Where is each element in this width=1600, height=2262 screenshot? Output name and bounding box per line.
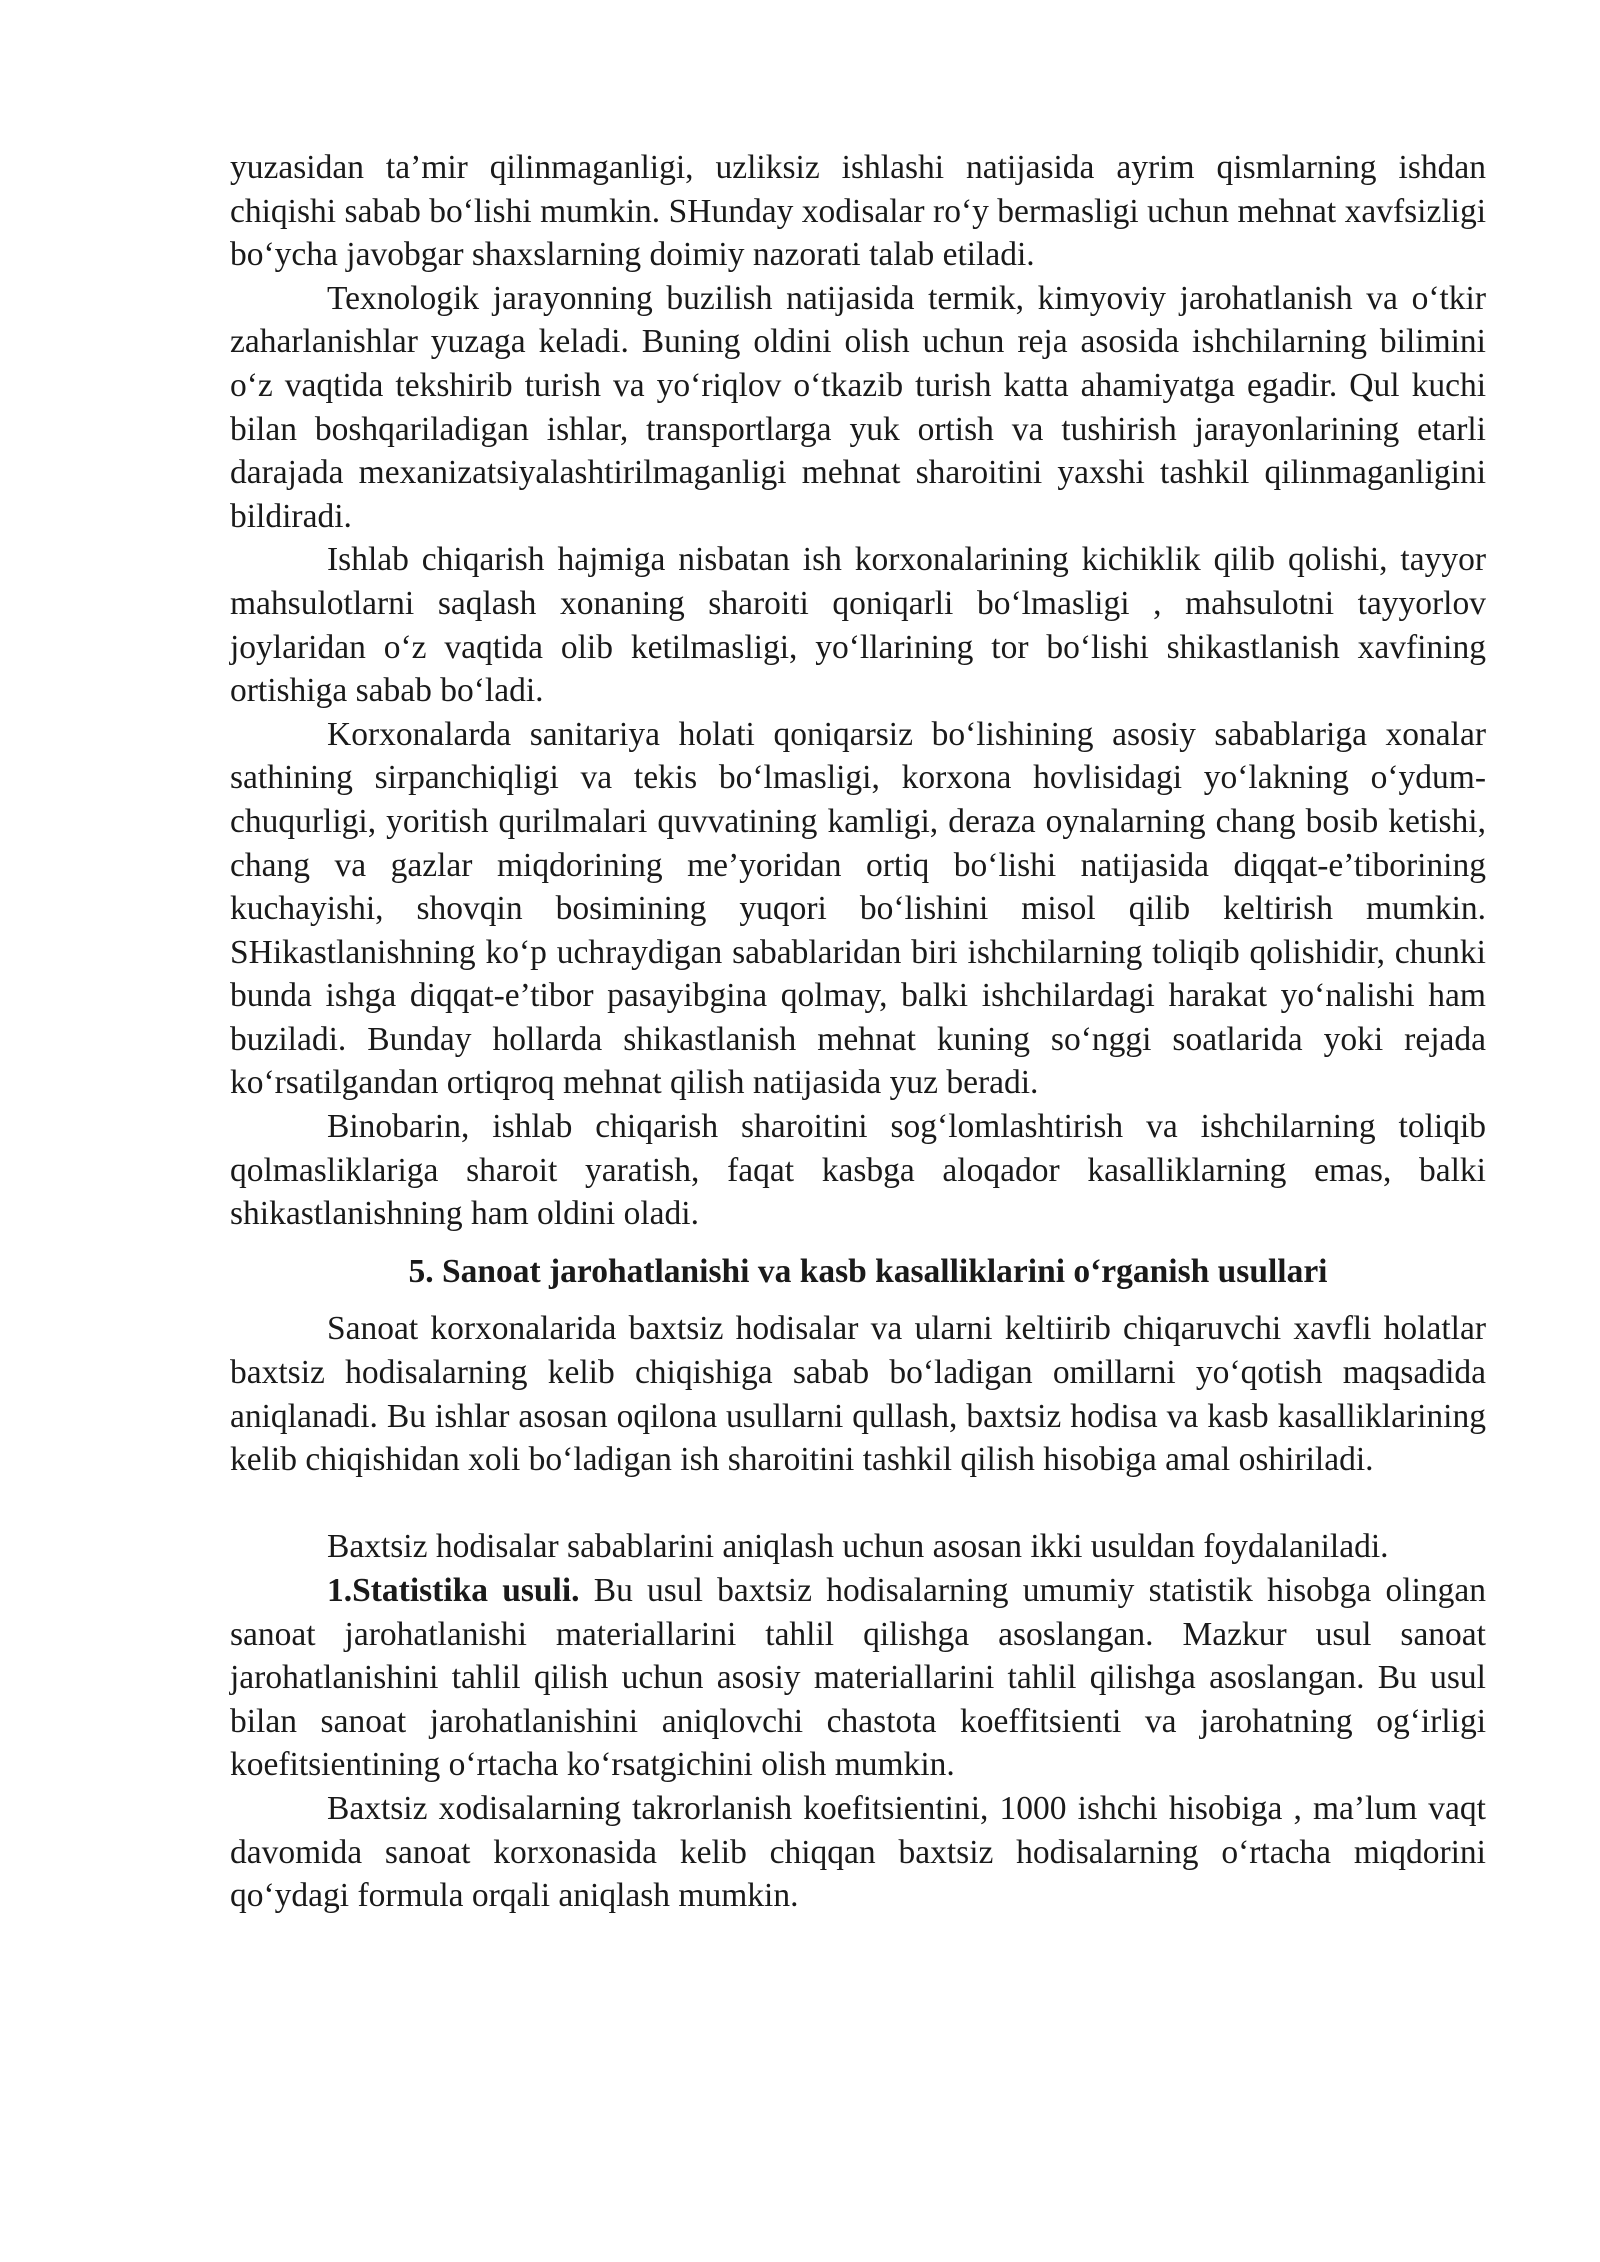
paragraph-statistics <box>230 1569 1486 1787</box>
blank-line <box>230 1482 1486 1526</box>
paragraph: Texnologik jarayonning buzilish natijasida termik, kimyoviy jarohatlanish va o‘tkir zaharlanishlar yuzaga keladi. Buning oldini olish uchun reja asosida ishchilarning bilimini o‘z vaqtida tekshirib turish va yo‘riqlov o‘tkazib turish katta ahamiyatga egadir. Qul kuchi bilan boshqariladigan ishlar, transportlarga yuk ortish va tushirish jarayonlarining etarli darajada mexanizatsiyalashtirilmaganligi mehnat sharoitini yaxshi tashkil qilinmaganligini bildiradi. <box>230 279 1486 535</box>
statistics-method-label: 1.Statistika usuli. <box>327 1572 580 1609</box>
paragraph: Baxtsiz xodisalarning takrorlanish koefitsientini, 1000 ishchi hisobiga , ma’lum vaqt davomida sanoat korxonasida kelib chiqqan baxtsiz hodisalarning o‘rtacha miqdorini qo‘ydagi formula orqali aniqlash mumkin. <box>230 1789 1486 1915</box>
paragraph: Korxonalarda sanitariya holati qoniqarsiz bo‘lishining asosiy sabablariga xonalar sathining sirpanchiqligi va tekis bo‘lmasligi, korxona hovlisidagi yo‘lakning o‘ydum-chuqurligi, yoritish qurilmalari quvvatining kamligi, deraza oynalarning chang bosib ketishi, chang va gazlar miqdorining me’yoridan ortiq bo‘lishi natijasida diqqat-e’tiborining kuchayishi, shovqin bosimining yuqori bo‘lishini misol qilib keltirish mumkin. SHikastlanishning ko‘p uchraydigan sabablaridan biri ishchilarning toliqib qolishidir, chunki bunda ishga diqqat-e’tibor pasayibgina qolmay, balki ishchilardagi harakat yo‘nalishi ham buziladi. Bunday hollarda shikastlanish mehnat kuning so‘nggi soatlarida yoki rejada ko‘rsatilgandan ortiqroq mehnat qilish natijasida yuz beradi. <box>230 715 1486 1102</box>
paragraph: Sanoat korxonalarida baxtsiz hodisalar va ularni keltiirib chiqaruvchi xavfli holatlar baxtsiz hodisalarning kelib chiqishiga sabab bo‘ladigan omillarni yo‘qotish maqsadida aniqlanadi. Bu ishlar asosan oqilona usullarni qullash, baxtsiz hodisa va kasb kasalliklarining kelib chiqishidan xoli bo‘ladigan ish sharoitini tashkil qilish hisobiga amal oshiriladi. <box>230 1310 1486 1479</box>
paragraph: yuzasidan ta’mir qilinmaganligi, uzliksiz ishlashi natijasida ayrim qismlarning ishdan chiqishi sabab bo‘lishi mumkin. SHunday xodisalar ro‘y bermasligi uchun mehnat xavfsizligi bo‘ycha javobgar shaxslarning doimiy nazorati talab etiladi. <box>230 149 1486 274</box>
section-heading: 5. Sanoat jarohatlanishi va kasb kasalliklarini o‘rganish usullari <box>408 1252 1328 1290</box>
paragraph: Ishlab chiqarish hajmiga nisbatan ish korxonalarining kichiklik qilib qolishi, tayyor mahsulotlarni saqlash xonaning sharoiti qoniqarli bo‘lmasligi , mahsulotni tayyorlov joylaridan o‘z vaqtida olib ketilmasligi, yo‘llarining tor bo‘lishi shikastlanish xavfining ortishiga sabab bo‘ladi. <box>230 541 1486 710</box>
statistics-method-text: Bu usul baxtsiz hodisalarning umumiy statistik hisobga olingan sanoat jarohatlanishi materiallarini tahlil qilishga asoslangan. Mazkur usul sanoat jarohatlanishini tahlil qilish uchun asosiy materiallarini tahlil qilishga asoslangan. Bu usul bilan sanoat jarohatlanishini aniqlovchi chastota koeffitsienti va jarohatning og‘irligi koefitsientining o‘rtacha ko‘rsatgichini olish mumkin. <box>230 1572 1487 1784</box>
paragraph: Binobarin, ishlab chiqarish sharoitini sog‘lomlashtirish va ishchilarning toliqib qolmasliklariga sharoit yaratish, faqat kasbga aloqador kasalliklarning emas, balki shikastlanishning ham oldini oladi. <box>230 1108 1486 1233</box>
document-page <box>230 146 1486 1918</box>
paragraph: Baxtsiz hodisalar sabablarini aniqlash uchun asosan ikki usuldan foydalaniladi. <box>327 1528 1389 1566</box>
